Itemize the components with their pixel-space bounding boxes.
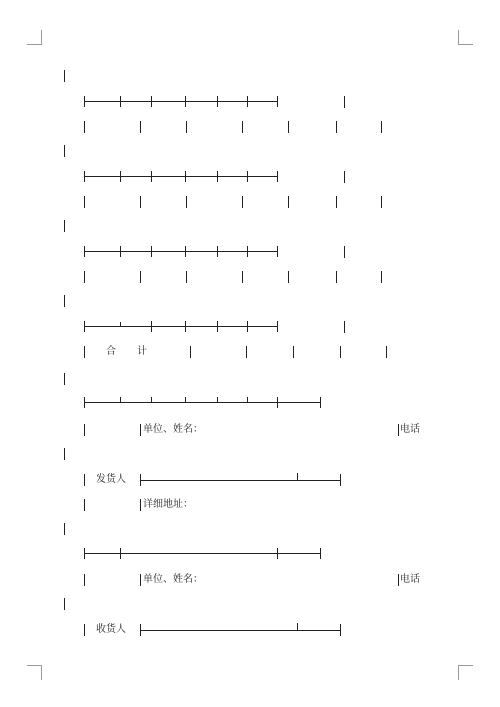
- column-divider: [84, 121, 85, 133]
- scale-line: [84, 101, 277, 102]
- row-marker: [64, 70, 65, 82]
- scale-minor-tick: [120, 322, 121, 326]
- scale-tick: [217, 96, 218, 107]
- consignor-name-line: [140, 480, 340, 481]
- column-divider: [140, 271, 141, 283]
- scale-tick: [151, 96, 152, 107]
- column-marker: [344, 321, 345, 333]
- row-marker: [64, 448, 65, 460]
- column-divider: [246, 346, 247, 358]
- consignor-person-label: 发货人: [96, 474, 126, 485]
- crop-mark-top-right: [458, 30, 473, 45]
- scale-line: [84, 176, 277, 177]
- total-label-he: 合: [106, 346, 116, 357]
- column-divider: [386, 346, 387, 358]
- column-divider: [293, 346, 294, 358]
- scale-tick: [247, 96, 248, 107]
- column-divider: [242, 271, 243, 283]
- scale-tick: [247, 246, 248, 257]
- scale-minor-tick: [247, 397, 248, 402]
- scale-tick: [84, 548, 85, 559]
- scale-tick: [277, 548, 278, 559]
- scale-tick: [120, 96, 121, 107]
- crop-mark-bottom-right: [458, 665, 473, 680]
- consignee-phone-label: 电话: [400, 574, 420, 585]
- scale-tick: [120, 548, 121, 559]
- field-minor-tick: [297, 473, 298, 480]
- scale-line: [84, 326, 277, 327]
- column-divider: [288, 196, 289, 208]
- field-minor-tick: [297, 623, 298, 630]
- row-marker: [64, 598, 65, 610]
- column-divider: [288, 121, 289, 133]
- column-divider: [288, 271, 289, 283]
- total-label-ji: 计: [137, 346, 147, 357]
- column-divider: [381, 121, 382, 133]
- field-divider: [140, 474, 141, 486]
- column-divider: [186, 271, 187, 283]
- consignor-phone-label: 电话: [400, 424, 420, 435]
- scale-tick: [151, 246, 152, 257]
- field-divider: [84, 574, 85, 586]
- field-divider: [84, 624, 85, 636]
- consignor-unit-name-label: 单位、姓名：: [143, 424, 203, 435]
- scale-minor-tick: [151, 397, 152, 402]
- scale-line: [84, 402, 320, 403]
- scale-tick: [151, 321, 152, 332]
- scale-tick: [277, 321, 278, 332]
- scale-tick: [277, 246, 278, 257]
- row-marker: [64, 295, 65, 307]
- scale-tick: [277, 96, 278, 107]
- column-divider: [190, 346, 191, 358]
- column-divider: [186, 121, 187, 133]
- column-divider: [84, 346, 85, 358]
- column-divider: [84, 271, 85, 283]
- consignee-person-label: 收货人: [96, 624, 126, 635]
- crop-mark-bottom-left: [27, 665, 42, 680]
- field-divider: [84, 424, 85, 436]
- field-divider: [340, 624, 341, 636]
- column-divider: [340, 346, 341, 358]
- column-marker: [344, 171, 345, 183]
- scale-tick: [320, 548, 321, 559]
- field-divider: [140, 424, 141, 436]
- scale-tick: [320, 397, 321, 408]
- row-marker: [64, 373, 65, 385]
- scale-tick: [185, 246, 186, 257]
- scale-tick: [84, 246, 85, 257]
- crop-mark-top-left: [27, 30, 42, 45]
- scale-tick: [185, 96, 186, 107]
- field-divider: [398, 574, 399, 586]
- scale-tick: [247, 321, 248, 332]
- field-divider: [84, 499, 85, 511]
- scale-minor-tick: [217, 397, 218, 402]
- field-divider: [340, 474, 341, 486]
- scale-tick: [247, 171, 248, 182]
- field-divider: [140, 574, 141, 586]
- column-divider: [336, 121, 337, 133]
- column-marker: [344, 96, 345, 108]
- scale-tick: [120, 246, 121, 257]
- consignee-unit-name-label: 单位、姓名：: [143, 574, 203, 585]
- scale-tick: [84, 96, 85, 107]
- scale-minor-tick: [120, 397, 121, 402]
- column-divider: [140, 196, 141, 208]
- field-divider: [140, 624, 141, 636]
- scale-tick: [84, 171, 85, 182]
- field-divider: [398, 424, 399, 436]
- scale-tick: [277, 171, 278, 182]
- scale-minor-tick: [185, 397, 186, 402]
- column-divider: [336, 196, 337, 208]
- row-marker: [64, 523, 65, 535]
- column-divider: [381, 196, 382, 208]
- scale-tick: [84, 397, 85, 408]
- scale-tick: [217, 171, 218, 182]
- scale-tick: [185, 171, 186, 182]
- scale-tick: [151, 171, 152, 182]
- field-divider: [84, 474, 85, 486]
- row-marker: [64, 220, 65, 232]
- scale-tick: [277, 397, 278, 408]
- column-divider: [336, 271, 337, 283]
- scale-line: [84, 251, 277, 252]
- column-divider: [242, 121, 243, 133]
- scale-tick: [120, 171, 121, 182]
- column-divider: [140, 121, 141, 133]
- column-divider: [84, 196, 85, 208]
- scale-tick: [217, 246, 218, 257]
- consignee-name-line: [140, 630, 340, 631]
- consignor-address-label: 详细地址：: [143, 499, 193, 510]
- column-divider: [381, 271, 382, 283]
- column-marker: [344, 246, 345, 258]
- scale-tick: [84, 321, 85, 332]
- column-divider: [186, 196, 187, 208]
- field-divider: [140, 499, 141, 511]
- scale-tick: [185, 321, 186, 332]
- row-marker: [64, 145, 65, 157]
- scale-tick: [217, 321, 218, 332]
- column-divider: [242, 196, 243, 208]
